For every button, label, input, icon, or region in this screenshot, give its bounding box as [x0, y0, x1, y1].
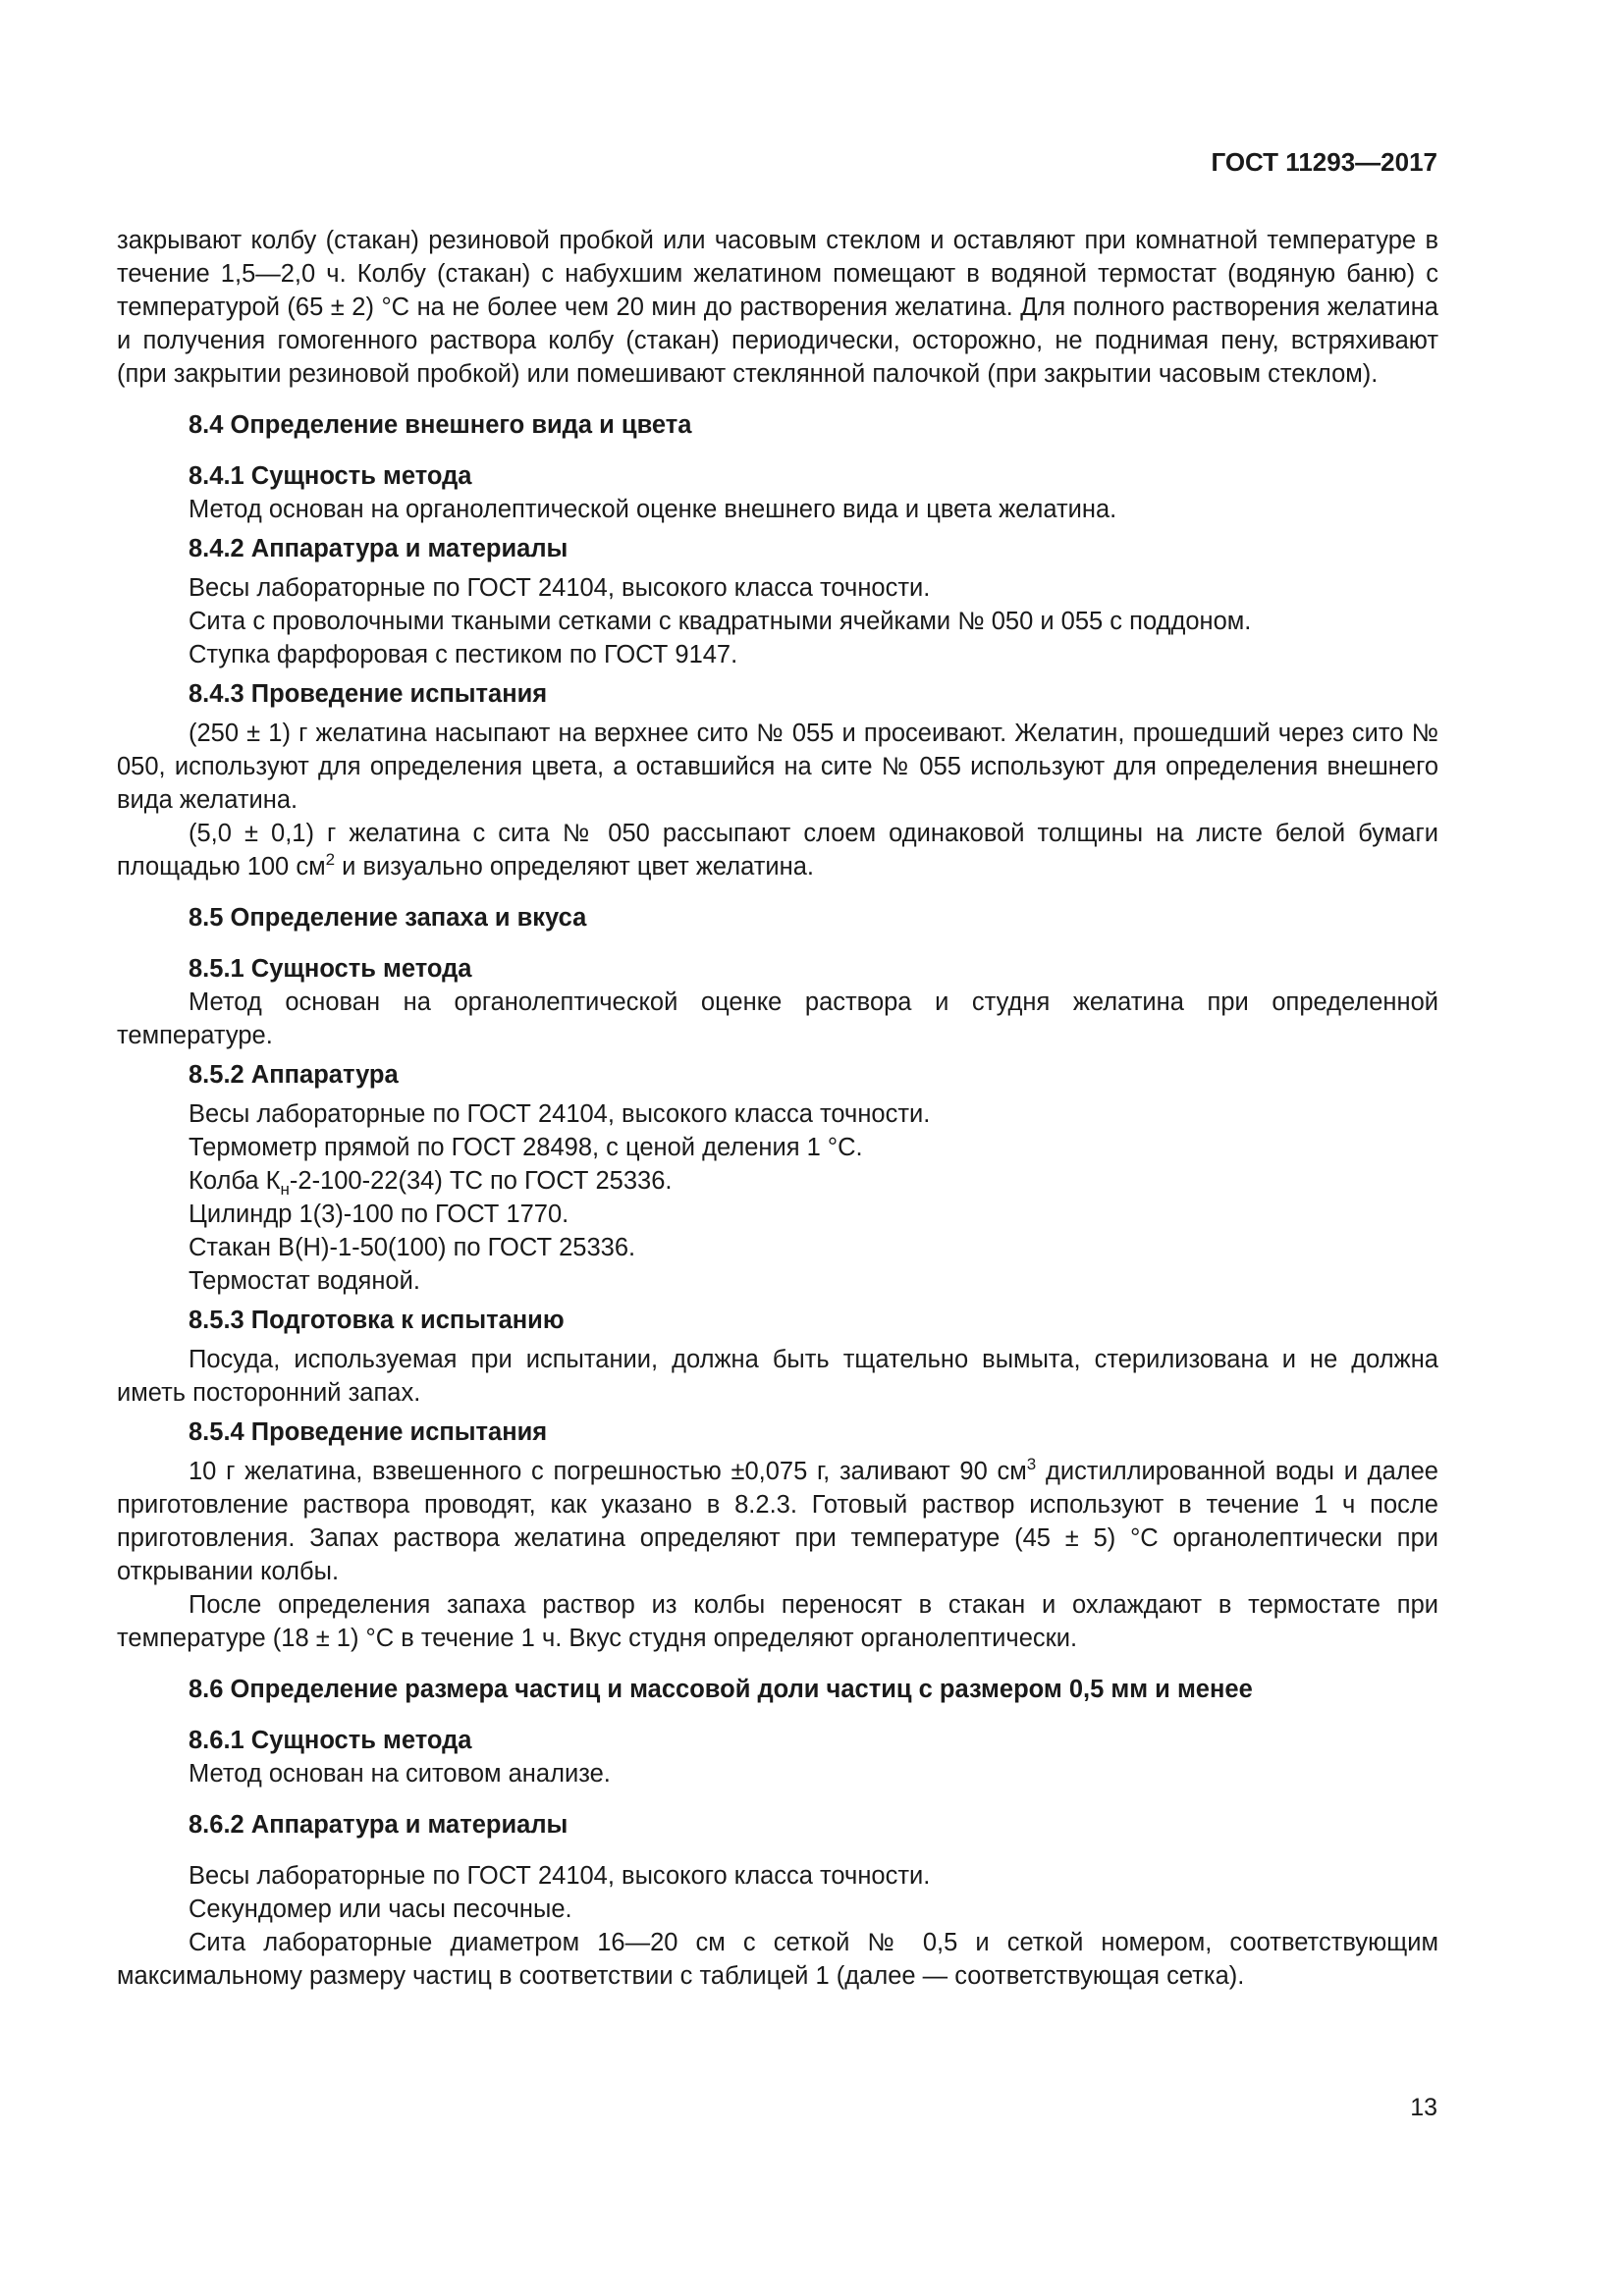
section-8-5-4-title: 8.5.4 Проведение испытания: [189, 1418, 548, 1446]
document-body: [117, 224, 1438, 1993]
text-fragment: (5,0 ± 0,1) г желатина с сита № 050 рассыпают слоем одинаковой толщины на листе белой бумаги площадью 100 см: [117, 820, 1438, 881]
section-8-4-3-paragraph-1: (250 ± 1) г желатина насыпают на верхнее сито № 055 и просеивают. Желатин, прошедший через сито № 050, используют для определения цвета, а оставшийся на сите № 055 используют для определения внешнего вида желатина.: [117, 720, 1438, 814]
text-fragment: и визуально определяют цвет желатина.: [335, 853, 815, 881]
section-8-5-2-title: 8.5.2 Аппаратура: [189, 1061, 399, 1089]
section-8-6-1-title: 8.6.1 Сущность метода: [189, 1727, 472, 1754]
section-8-4-3-paragraph-2: [117, 817, 1438, 883]
list-item: Весы лабораторные по ГОСТ 24104, высокого класса точности.: [189, 1862, 931, 1890]
text-fragment: Колба К: [189, 1167, 281, 1195]
intro-paragraph: закрывают колбу (стакан) резиновой пробкой или часовым стеклом и оставляют при комнатной температуре в течение 1,5—2,0 ч. Колбу (стакан) с набухшим желатином помещают в водяной термостат (водяную баню) с температурой (65 ± 2) °С на не более чем 20 мин до растворения желатина. Для полного растворения желатина и получения гомогенного раствора колбу (стакан) периодически, осторожно, не поднимая пену, встряхивают (при закрытии резиновой пробкой) или помешивают стеклянной палочкой (при закрытии часовым стеклом).: [117, 227, 1438, 388]
section-8-4-2-title: 8.4.2 Аппаратура и материалы: [189, 535, 568, 562]
document-header: ГОСТ 11293—2017: [1211, 147, 1437, 177]
section-8-5-1-text: Метод основан на органолептической оценке раствора и студня желатина при определенной температуре.: [117, 988, 1438, 1049]
list-item: Весы лабораторные по ГОСТ 24104, высокого класса точности.: [189, 574, 931, 602]
list-item: Сита лабораторные диаметром 16—20 см с сеткой № 0,5 и сеткой номером, соответствующим максимальному размеру частиц в соответствии с таблицей 1 (далее — соответствующая сетка).: [117, 1929, 1438, 1990]
text-fragment: -2-100-22(34) ТС по ГОСТ 25336.: [289, 1167, 673, 1195]
section-8-4-1-text: Метод основан на органолептической оценке внешнего вида и цвета желатина.: [189, 496, 1117, 523]
section-8-5-3-title: 8.5.3 Подготовка к испытанию: [189, 1307, 565, 1334]
text-fragment: дистиллированной воды и далее приготовление раствора проводят, как указано в 8.2.3. Готовый раствор используют в течение 1 ч после приготовления. Запах раствора желатина определяют при температуре (45 ± 5) °С органолептически при открывании колбы.: [117, 1458, 1438, 1585]
list-item: Термометр прямой по ГОСТ 28498, с ценой деления 1 °С.: [189, 1134, 863, 1161]
section-8-6-2-title: 8.6.2 Аппаратура и материалы: [189, 1811, 568, 1839]
list-item: Весы лабораторные по ГОСТ 24104, высокого класса точности.: [189, 1100, 931, 1128]
list-item: Стакан В(Н)-1-50(100) по ГОСТ 25336.: [189, 1234, 636, 1261]
list-item: Цилиндр 1(3)-100 по ГОСТ 1770.: [189, 1201, 569, 1228]
section-8-5-title: 8.5 Определение запаха и вкуса: [189, 904, 587, 932]
section-8-6-title: 8.6 Определение размера частиц и массовой доли частиц с размером 0,5 мм и менее: [189, 1676, 1253, 1703]
section-8-4-1-title: 8.4.1 Сущность метода: [189, 462, 472, 490]
list-item: Сита с проволочными ткаными сетками с квадратными ячейками № 050 и 055 с поддоном.: [189, 608, 1252, 635]
list-item: [117, 1164, 1438, 1198]
section-8-5-3-text: Посуда, используемая при испытании, должна быть тщательно вымыта, стерилизована и не должна иметь посторонний запах.: [117, 1346, 1438, 1407]
section-8-5-4-paragraph-2: После определения запаха раствор из колбы переносят в стакан и охлаждают в термостате при температуре (18 ± 1) °С в течение 1 ч. Вкус студня определяют органолептически.: [117, 1591, 1438, 1652]
superscript: 3: [1026, 1455, 1037, 1473]
section-8-5-1-title: 8.5.1 Сущность метода: [189, 955, 472, 983]
section-8-4-3-title: 8.4.3 Проведение испытания: [189, 680, 548, 708]
subscript: н: [280, 1180, 290, 1199]
section-8-6-1-text: Метод основан на ситовом анализе.: [189, 1760, 611, 1788]
superscript: 2: [325, 850, 336, 869]
page-number: 13: [1410, 2094, 1437, 2121]
list-item: Ступка фарфоровая с пестиком по ГОСТ 9147.: [189, 641, 738, 668]
list-item: Секундомер или часы песочные.: [189, 1896, 572, 1923]
section-8-4-title: 8.4 Определение внешнего вида и цвета: [189, 411, 692, 439]
section-8-5-4-paragraph-1: [117, 1455, 1438, 1588]
text-fragment: 10 г желатина, взвешенного с погрешностью ±0,075 г, заливают 90 см: [189, 1458, 1027, 1485]
list-item: Термостат водяной.: [189, 1267, 420, 1295]
